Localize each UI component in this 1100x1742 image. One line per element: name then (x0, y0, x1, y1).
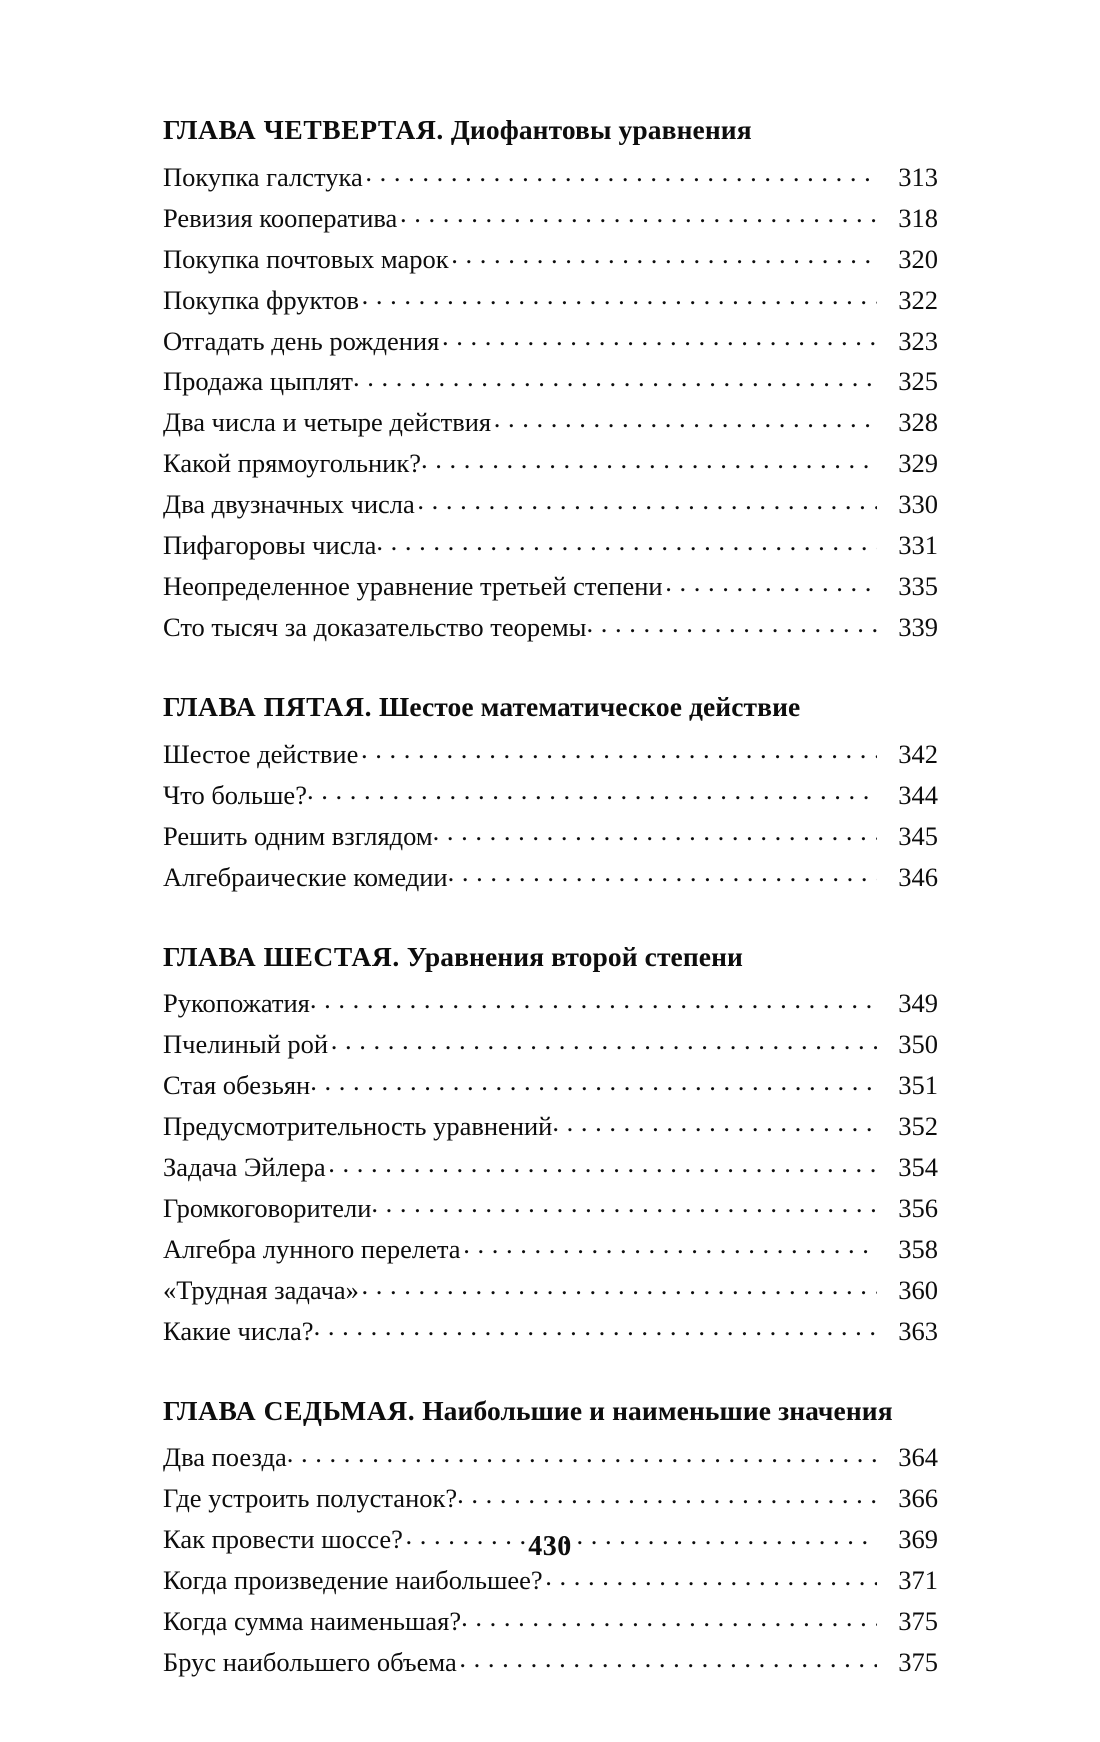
chapter-title: Диофантовы уравнения (450, 114, 752, 145)
toc-entry-title: Пчелиный рой (163, 1029, 329, 1060)
toc-entry-title: Какие числа? (163, 1315, 314, 1346)
dot-leader (463, 1231, 877, 1258)
dot-leader (287, 1440, 878, 1467)
chapter-title: Шестое математическое действие (379, 691, 801, 722)
toc-entry-page-number: 350 (898, 1029, 938, 1060)
dot-leader (365, 159, 877, 186)
dot-leader (310, 986, 877, 1013)
toc-entry[interactable] (163, 525, 938, 566)
toc-entry[interactable] (163, 1065, 938, 1106)
chapter-heading (163, 689, 938, 725)
toc-entry-title: Когда сумма наименьшая? (163, 1606, 462, 1637)
toc-entry[interactable] (163, 983, 938, 1024)
toc-entry-page-number: 331 (898, 530, 938, 561)
toc-entry[interactable] (163, 566, 938, 607)
toc-entry[interactable] (163, 361, 938, 402)
toc-entry-page-number: 344 (898, 779, 938, 810)
toc-entry-page-number: 330 (898, 489, 938, 520)
toc-entry-title: Два двузначных числа (163, 489, 415, 520)
toc-entry-page-number: 375 (898, 1606, 938, 1637)
dot-leader (331, 1027, 878, 1054)
dot-leader (461, 1604, 877, 1631)
toc-entry-title: Ревизия кооператива (163, 202, 398, 233)
toc-entry-title: Как провести шоссе? (163, 1524, 403, 1555)
dot-leader (586, 610, 877, 637)
toc-entry-page-number: 363 (898, 1315, 938, 1346)
toc-entry[interactable] (163, 607, 938, 648)
toc-entry-title: Когда произведение наибольшее? (163, 1565, 543, 1596)
toc-entry-title: Задача Эйлера (163, 1152, 326, 1182)
toc-entry-title: Неопределенное уравнение третьей степени (163, 571, 663, 602)
toc-entry[interactable] (163, 1478, 938, 1519)
toc-entry-title: Отгадать день рождения (163, 325, 440, 356)
dot-leader (362, 1272, 878, 1299)
toc-entry-page-number: 318 (898, 202, 938, 233)
chapter-heading (163, 112, 938, 148)
toc-entry-page-number: 322 (898, 284, 938, 315)
table-of-contents (163, 112, 938, 1683)
toc-entry-title: Брус наибольшего объема (163, 1647, 457, 1678)
toc-entry-title: Какой прямоугольник? (163, 448, 421, 479)
toc-entry-title: Алгебра лунного перелета (163, 1233, 461, 1264)
dot-leader (376, 528, 877, 555)
toc-entry-page-number: 360 (898, 1274, 938, 1305)
dot-leader (361, 736, 877, 763)
toc-entry-page-number: 364 (898, 1442, 938, 1473)
dot-leader (307, 777, 877, 804)
toc-entry[interactable] (163, 198, 938, 239)
dot-leader (442, 323, 877, 350)
dot-leader (310, 1068, 877, 1095)
dot-leader (451, 241, 877, 268)
toc-entry-page-number: 323 (898, 325, 938, 356)
toc-entry[interactable] (163, 280, 938, 321)
toc-entry[interactable] (163, 1437, 938, 1478)
page-number-footer: 430 (528, 1531, 572, 1562)
toc-entry-page-number: 366 (898, 1483, 938, 1514)
toc-entry-page-number: 358 (898, 1233, 938, 1264)
toc-entry-title: Покупка галстука (163, 161, 363, 192)
toc-entry-title: Продажа цыплят (163, 366, 353, 397)
toc-entry[interactable] (163, 816, 938, 857)
toc-entry[interactable] (163, 1024, 938, 1065)
toc-entry-title: Два числа и четыре действия (163, 407, 492, 438)
chapter-block (163, 939, 938, 1352)
toc-entry-title: Пифагоровы числа (163, 530, 377, 561)
toc-entry-page-number: 325 (898, 366, 938, 397)
dot-leader (459, 1645, 877, 1672)
chapter-title: Уравнения второй степени (406, 940, 743, 972)
toc-entry[interactable] (163, 775, 938, 816)
chapter-label: ГЛАВА ПЯТАЯ. (163, 691, 373, 722)
toc-entry[interactable] (163, 1560, 938, 1601)
toc-entry-title: Рукопожатия (163, 988, 310, 1019)
dot-leader (665, 569, 877, 596)
chapter-heading (163, 939, 938, 975)
dot-leader (448, 859, 878, 886)
toc-entry-title: Решить одним взглядом (163, 820, 433, 851)
toc-entry-page-number: 354 (898, 1152, 938, 1182)
dot-leader (417, 487, 877, 514)
dot-leader (545, 1563, 877, 1590)
dot-leader (353, 364, 877, 391)
toc-entry-title: Покупка почтовых марок (163, 243, 449, 274)
toc-entry-title: Стая обезьян (163, 1070, 311, 1101)
toc-entry-page-number: 351 (898, 1070, 938, 1101)
dot-leader (552, 1109, 877, 1136)
toc-entry-page-number: 371 (898, 1565, 938, 1596)
toc-entry-title: «Трудная задача» (163, 1274, 359, 1305)
toc-entry[interactable] (163, 1229, 938, 1270)
toc-entry-page-number: 346 (898, 861, 938, 892)
toc-entry-title: Алгебраические комедии (163, 861, 448, 892)
chapter-heading (163, 1393, 938, 1429)
toc-entry[interactable] (163, 1188, 938, 1229)
dot-leader (433, 818, 878, 845)
toc-entry-page-number: 328 (898, 407, 938, 438)
dot-leader (371, 1190, 877, 1217)
toc-entry[interactable] (163, 1147, 938, 1188)
dot-leader (400, 200, 877, 227)
dot-leader (362, 282, 878, 309)
toc-entry-title: Два поезда (163, 1442, 287, 1473)
toc-entry[interactable] (163, 402, 938, 443)
toc-entry-title: Предусмотрительность уравнений (163, 1111, 553, 1142)
toc-entry-title: Что больше? (163, 779, 307, 810)
toc-entry-page-number: 342 (898, 738, 938, 769)
toc-entry-page-number: 335 (898, 571, 938, 602)
toc-entry-page-number: 375 (898, 1647, 938, 1678)
toc-entry[interactable] (163, 1311, 938, 1352)
toc-entry[interactable] (163, 484, 938, 525)
toc-entry[interactable] (163, 734, 938, 775)
toc-entry[interactable] (163, 1106, 938, 1147)
dot-leader (328, 1150, 877, 1177)
toc-entry[interactable] (163, 321, 938, 362)
toc-entry[interactable] (163, 1642, 938, 1683)
toc-entry-title: Где устроить полустанок? (163, 1483, 458, 1514)
toc-entry-title: Сто тысяч за доказательство теоремы (163, 612, 587, 643)
chapter-block (163, 689, 938, 898)
toc-entry[interactable] (163, 239, 938, 280)
toc-entry[interactable] (163, 857, 938, 898)
toc-entry-page-number: 320 (898, 243, 938, 274)
toc-entry-page-number: 339 (898, 612, 938, 643)
chapter-label: ГЛАВА СЕДЬМАЯ. (163, 1394, 416, 1426)
toc-entry-page-number: 345 (898, 820, 938, 851)
toc-entry-page-number: 356 (898, 1192, 938, 1223)
toc-entry-page-number: 313 (898, 161, 938, 192)
toc-entry[interactable] (163, 1601, 938, 1642)
chapter-title: Наибольшие и наименьшие значения (422, 1394, 893, 1426)
toc-entry-title: Шестое действие (163, 738, 359, 769)
dot-leader (457, 1481, 877, 1508)
toc-entry-title: Громкоговорители (163, 1192, 372, 1223)
toc-entry-page-number: 349 (898, 988, 938, 1019)
dot-leader (314, 1313, 878, 1340)
chapter-label: ГЛАВА ЧЕТВЕРТАЯ. (163, 114, 444, 145)
toc-entry-page-number: 369 (898, 1524, 938, 1555)
toc-entry-page-number: 329 (898, 448, 938, 479)
chapter-label: ГЛАВА ШЕСТАЯ. (163, 940, 400, 972)
toc-entry-page-number: 352 (898, 1111, 938, 1142)
dot-leader (494, 405, 878, 432)
toc-entry-title: Покупка фруктов (163, 284, 360, 315)
toc-entry[interactable] (163, 443, 938, 484)
toc-entry[interactable] (163, 1270, 938, 1311)
dot-leader (421, 446, 877, 473)
toc-entry[interactable] (163, 157, 938, 198)
chapter-block (163, 112, 938, 648)
